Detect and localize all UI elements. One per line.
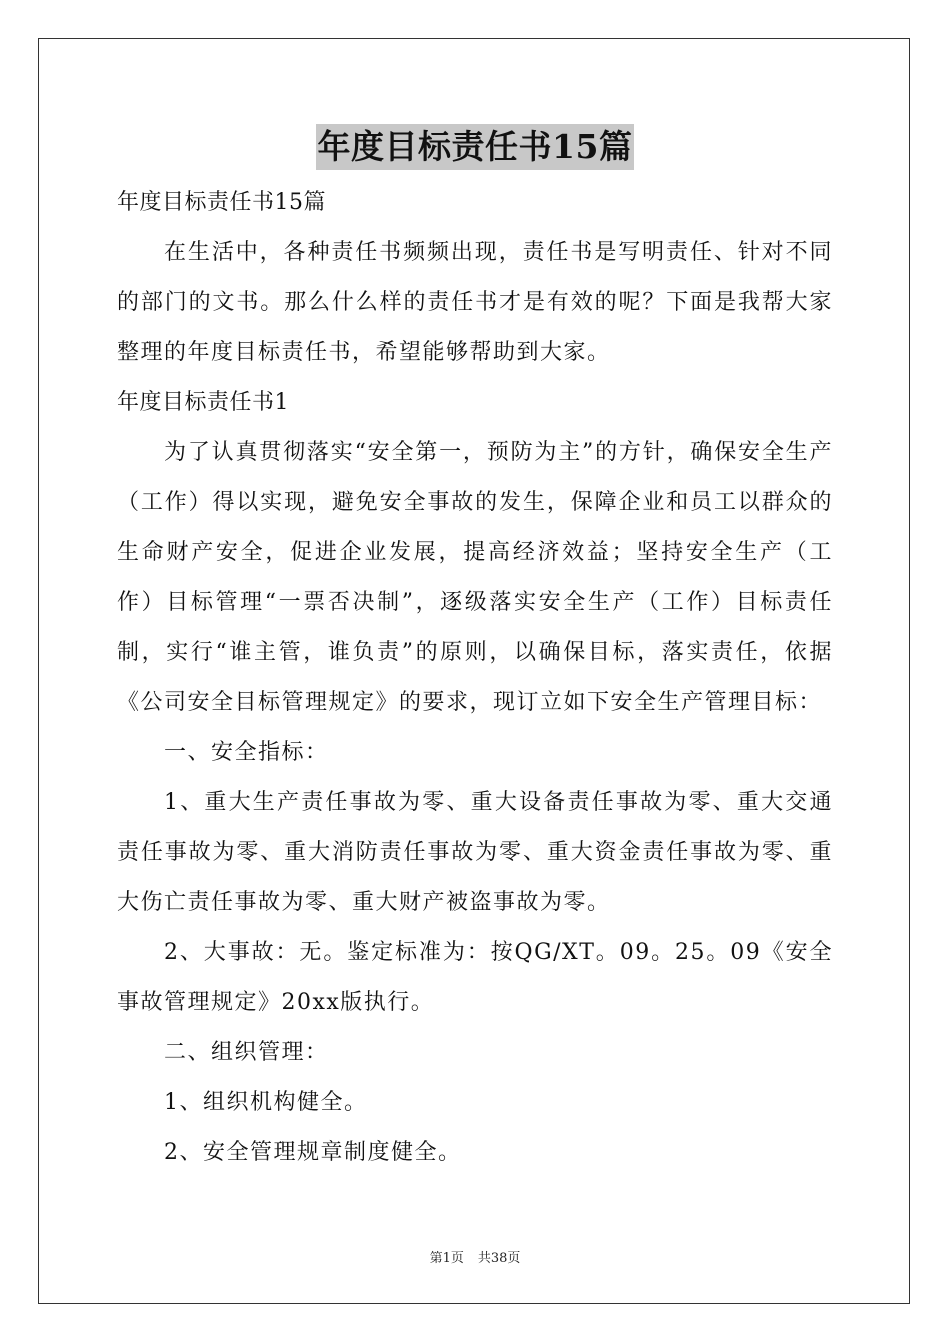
list-item: 2、安全管理规章制度健全。	[164, 1140, 462, 1165]
intro-paragraph: 在生活中，各种责任书频频出现，责任书是写明责任、针对不同的部门的文书。那么什么样的责任书才是有效的呢？下面是我帮大家整理的年度目标责任书，希望能够帮助到大家。	[117, 240, 833, 365]
list-item: 1、组织机构健全。	[164, 1090, 368, 1115]
page-number: 第1页	[429, 1251, 464, 1266]
list-item: 2、大事故：无。鉴定标准为：按QG/XT。09。25。09《安全事故管理规定》20xx版执行。	[117, 940, 833, 1015]
document-body	[117, 178, 833, 1178]
page-total: 共38页	[477, 1251, 521, 1266]
document-title: 年度目标责任书15篇	[316, 124, 635, 170]
title-container	[0, 124, 950, 170]
page-footer	[0, 1247, 950, 1266]
list-item: 1、重大生产责任事故为零、重大设备责任事故为零、重大交通责任事故为零、重大消防责任事故为零、重大资金责任事故为零、重大伤亡责任事故为零、重大财产被盗事故为零。	[117, 790, 833, 915]
subtitle-line: 年度目标责任书15篇	[117, 190, 326, 215]
section-heading: 年度目标责任书1	[117, 390, 289, 415]
body-paragraph: 为了认真贯彻落实“安全第一，预防为主”的方针，确保安全生产（工作）得以实现，避免安全事故的发生，保障企业和员工以群众的生命财产安全，促进企业发展，提高经济效益；坚持安全生产（工作）目标管理“一票否决制”，逐级落实安全生产（工作）目标责任制，实行“谁主管，谁负责”的原则，以确保目标，落实责任，依据《公司安全目标管理规定》的要求，现订立如下安全生产管理目标：	[117, 440, 833, 715]
subsection-heading: 二、组织管理：	[164, 1040, 329, 1065]
subsection-heading: 一、安全指标：	[164, 740, 329, 765]
